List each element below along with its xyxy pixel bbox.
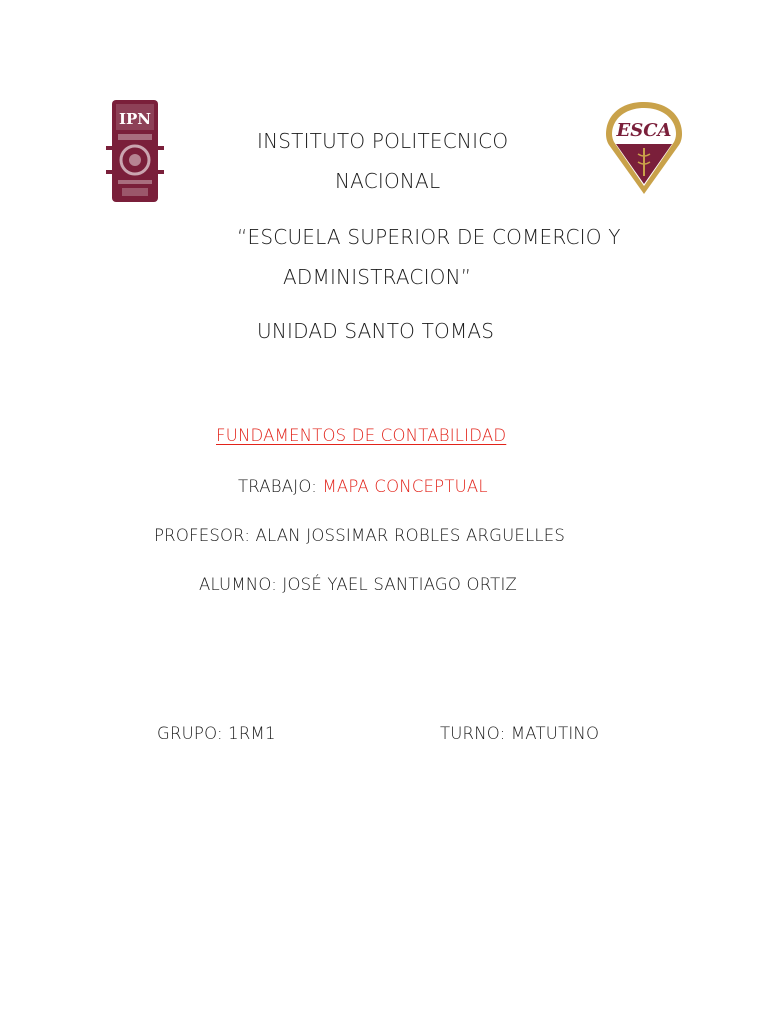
svg-text:IPN: IPN bbox=[118, 110, 152, 128]
ipn-logo bbox=[106, 96, 164, 206]
work-value: MAPA CONCEPTUAL bbox=[322, 477, 488, 496]
work-line bbox=[238, 477, 488, 496]
shift-line: TURNO: MATUTINO bbox=[440, 724, 600, 743]
subject-title: FUNDAMENTOS DE CONTABILIDAD bbox=[216, 426, 507, 445]
svg-text:ESCA: ESCA bbox=[616, 120, 672, 141]
work-label: TRABAJO: bbox=[238, 477, 317, 496]
esca-logo bbox=[602, 98, 686, 198]
institution-title-line1: INSTITUTO POLITECNICO bbox=[257, 129, 509, 153]
school-name-line1: “ESCUELA SUPERIOR DE COMERCIO Y bbox=[237, 225, 621, 249]
unit-name: UNIDAD SANTO TOMAS bbox=[257, 319, 495, 343]
school-name-line2: ADMINISTRACION” bbox=[283, 265, 472, 289]
student-line: ALUMNO: JOSÉ YAEL SANTIAGO ORTIZ bbox=[199, 575, 518, 594]
professor-line: PROFESOR: ALAN JOSSIMAR ROBLES ARGUELLES bbox=[154, 526, 566, 545]
group-line: GRUPO: 1RM1 bbox=[157, 724, 276, 743]
institution-title-line2: NACIONAL bbox=[335, 169, 441, 193]
